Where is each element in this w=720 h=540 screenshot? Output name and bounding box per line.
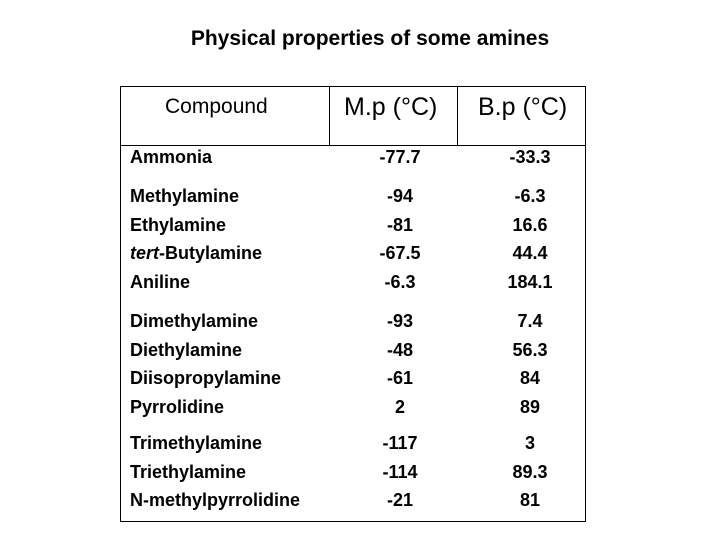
compound-name-text: -Butylamine [159,243,263,263]
header-melting-point: M.p (°C) [344,93,438,121]
boiling-point-value: 56.3 [512,339,548,360]
table-row [130,433,586,461]
compound-name-text: Trimethylamine [130,433,263,453]
boiling-point-value: -6.3 [514,186,546,206]
compound-name [130,147,212,168]
melting-point-value: -81 [386,214,413,235]
melting-point-value: -93 [386,311,413,331]
compound-name [130,340,242,361]
compound-name-text: Dimethylamine [130,311,259,331]
melting-point-value: -94 [386,186,413,206]
table-row [130,368,586,396]
compound-name-text: Ammonia [130,147,213,167]
header-compound-cell [121,87,330,145]
boiling-point-value: 44.4 [512,243,548,263]
melting-point-value: -21 [386,490,413,510]
compound-name-text: Pyrrolidine [130,396,225,417]
melting-point-value: -67.5 [379,243,421,263]
compound-name-text: Triethylamine [130,461,247,482]
compound-prefix: tert [130,243,160,263]
compound-name [130,490,300,511]
table-row [130,147,586,175]
boiling-point-value: -33.3 [509,147,551,167]
melting-point-value: -77.7 [379,147,421,167]
table-row [130,462,586,490]
compound-name [130,243,262,264]
compound-name-text: Diethylamine [130,339,243,360]
boiling-point-value: 184.1 [507,271,553,292]
table-row [130,311,586,339]
compound-name-text: Ethylamine [130,214,227,235]
compound-name-text: N-methylpyrrolidine [130,490,301,510]
table-row [130,397,586,425]
compound-name [130,311,258,332]
compound-name [130,272,190,293]
table-row [130,215,586,243]
compound-name [130,397,224,418]
melting-point-value: 2 [394,396,405,417]
boiling-point-value: 81 [519,490,541,510]
header-boiling-point: B.p (°C) [478,93,568,121]
table-row [130,243,586,271]
header-compound: Compound [165,95,268,118]
boiling-point-value: 7.4 [517,311,543,331]
header-bp-cell [457,87,585,145]
melting-point-value: -114 [382,461,418,482]
compound-name [130,186,239,207]
compound-name-text: Methylamine [130,186,240,206]
boiling-point-value: 3 [524,433,535,453]
melting-point-value: -61 [386,368,413,388]
melting-point-value: -48 [386,339,413,360]
header-divider [121,145,585,146]
boiling-point-value: 89 [519,396,541,417]
compound-name [130,433,262,454]
compound-name-text: Aniline [130,271,191,292]
compound-name-text: Diisopropylamine [130,368,282,388]
boiling-point-value: 84 [519,368,541,388]
compound-name [130,215,226,236]
compound-name [130,368,281,389]
compound-name [130,462,246,483]
melting-point-value: -117 [382,433,418,453]
table-row [130,340,586,368]
table-row [130,272,586,300]
page-title: Physical properties of some amines [190,27,550,50]
melting-point-value: -6.3 [384,271,416,292]
table-row [130,186,586,214]
boiling-point-value: 89.3 [512,461,548,482]
table-row [130,490,586,518]
boiling-point-value: 16.6 [512,214,548,235]
header-mp-cell [329,87,458,145]
